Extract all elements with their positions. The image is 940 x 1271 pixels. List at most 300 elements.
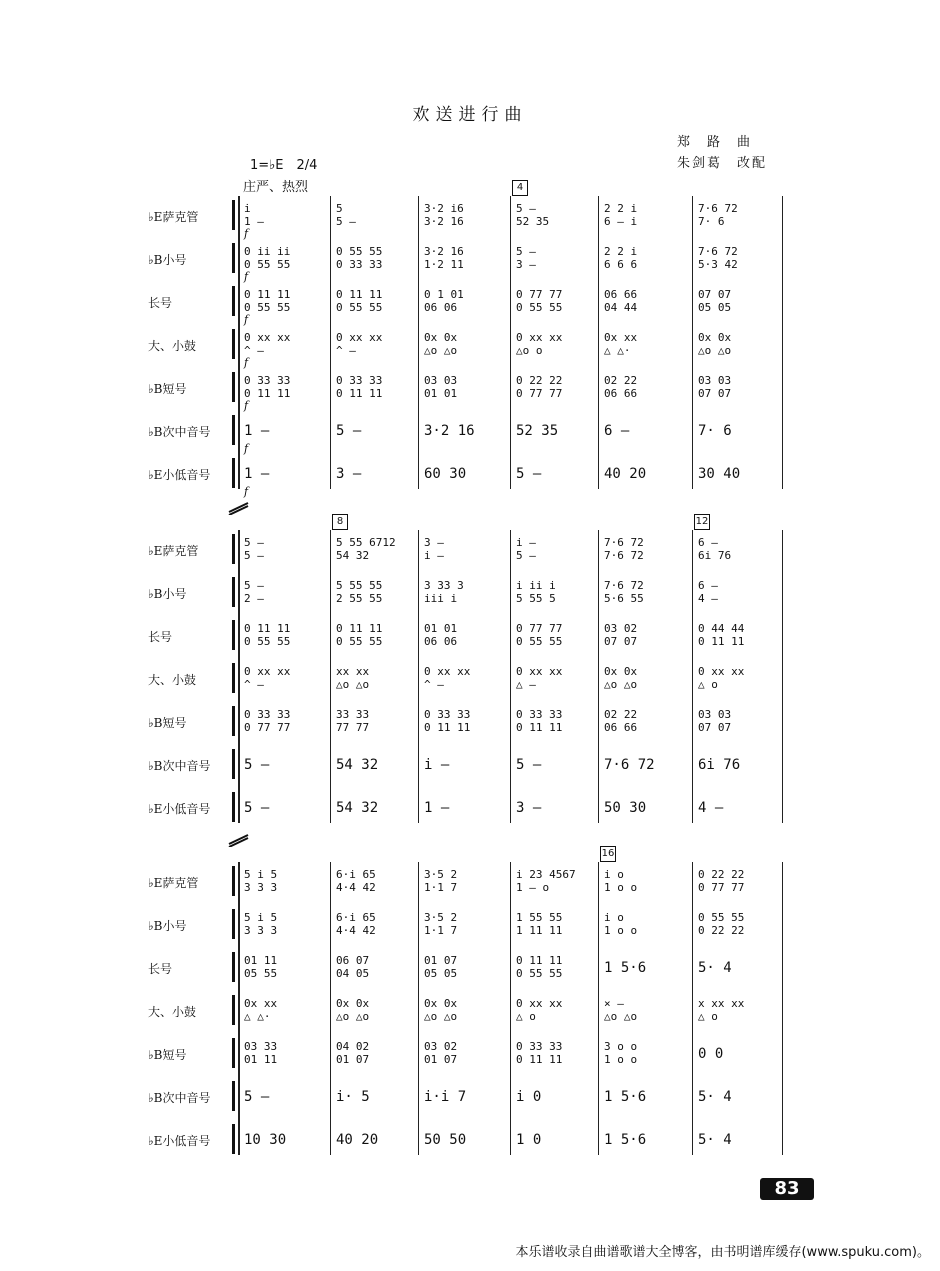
measure-upper-voice: 0 33 33 xyxy=(336,374,383,387)
measure-notes xyxy=(516,911,594,937)
measure-notes xyxy=(516,708,594,734)
barline xyxy=(692,530,693,823)
system-separator-icon xyxy=(228,832,250,846)
measure-upper-voice: 0 44 44 xyxy=(698,622,745,635)
instrument-label: ♭E萨克管 xyxy=(148,876,199,890)
measure-upper-voice: i̇ xyxy=(244,202,251,215)
instrument-label: ♭E萨克管 xyxy=(148,544,199,558)
measure-notes: 6i 76 xyxy=(698,757,741,773)
measure-lower-voice: 52 35 xyxy=(516,215,550,228)
measure-notes: 54 32 xyxy=(336,757,379,773)
tempo-mark: 庄严、热烈 xyxy=(243,180,309,195)
measure-notes xyxy=(336,911,414,937)
measure-notes xyxy=(698,911,778,937)
measure-notes xyxy=(336,622,414,648)
measure-notes xyxy=(516,868,594,894)
system-separator-icon xyxy=(228,500,250,514)
measure-notes xyxy=(604,202,688,228)
measure-upper-voice: 0 xx xx xyxy=(516,997,563,1010)
staff-brace xyxy=(232,866,239,896)
measure-lower-voice: 1 o o xyxy=(604,1053,638,1066)
measure-notes xyxy=(424,997,506,1023)
measure-notes xyxy=(424,536,506,562)
measure-upper-voice: 0x 0x xyxy=(604,665,638,678)
measure-lower-voice: 05 05 xyxy=(698,301,732,314)
measure-lower-voice: 1 — o xyxy=(516,881,550,894)
measure-notes xyxy=(244,245,326,271)
measure-notes: 1 5·6 xyxy=(604,1089,647,1105)
measure-lower-voice: i — xyxy=(424,549,444,562)
measure-notes: 5 — xyxy=(244,1089,270,1105)
measure-upper-voice: 7·6 72 xyxy=(698,245,738,258)
measure-notes xyxy=(336,245,414,271)
staff-brace xyxy=(232,200,239,230)
instrument-label: 长号 xyxy=(148,630,173,644)
staff-brace xyxy=(232,663,239,693)
measure-notes xyxy=(604,1040,688,1066)
measure-notes xyxy=(424,1040,506,1066)
measure-upper-voice: 0 1 01 xyxy=(424,288,464,301)
measure-upper-voice: 0x 0x xyxy=(698,331,732,344)
measure-notes xyxy=(516,331,594,357)
measure-lower-voice: 1·1 7 xyxy=(424,881,458,894)
measure-notes xyxy=(698,202,778,228)
measure-lower-voice: 1 o o xyxy=(604,881,638,894)
instrument-label: 大、小鼓 xyxy=(148,673,197,687)
measure-notes xyxy=(698,331,778,357)
measure-upper-voice: 3·2 16 xyxy=(424,245,464,258)
barline xyxy=(418,196,419,489)
barline xyxy=(598,530,599,823)
measure-upper-voice: 5 — xyxy=(244,579,264,592)
measure-lower-voice: △ △· xyxy=(244,1010,271,1023)
instrument-label: ♭B小号 xyxy=(148,919,187,933)
measure-lower-voice: 1 o o xyxy=(604,924,638,937)
measure-upper-voice: 0 22 22 xyxy=(698,868,745,881)
measure-upper-voice: i ii i xyxy=(516,579,556,592)
measure-lower-voice: 04 44 xyxy=(604,301,638,314)
measure-lower-voice: 7·6 72 xyxy=(604,549,644,562)
measure-upper-voice: 6·i 65 xyxy=(336,868,376,881)
measure-upper-voice: 5 xyxy=(336,202,343,215)
measure-notes xyxy=(336,202,414,228)
instrument-label: ♭B小号 xyxy=(148,253,187,267)
measure-lower-voice: 1 11 11 xyxy=(516,924,563,937)
measure-upper-voice: 5 — xyxy=(244,536,264,549)
measure-notes xyxy=(698,708,778,734)
measure-upper-voice: 03 02 xyxy=(424,1040,458,1053)
measure-upper-voice: 5 — xyxy=(516,202,536,215)
measure-upper-voice: 01 07 xyxy=(424,954,458,967)
measure-notes xyxy=(516,665,594,691)
instrument-label: ♭B次中音号 xyxy=(148,1091,211,1105)
measure-upper-voice: x xx xx xyxy=(698,997,745,1010)
measure-lower-voice: △o △o xyxy=(336,678,370,691)
measure-lower-voice: ^ — xyxy=(244,344,264,357)
measure-lower-voice: 0 55 55 xyxy=(244,635,291,648)
instrument-label: ♭E小低音号 xyxy=(148,468,211,482)
measure-lower-voice: ^ — xyxy=(336,344,356,357)
measure-notes xyxy=(424,202,506,228)
measure-lower-voice: 06 66 xyxy=(604,721,638,734)
measure-lower-voice: 3 — xyxy=(516,258,536,271)
measure-notes xyxy=(604,868,688,894)
measure-upper-voice: 5 — xyxy=(516,245,536,258)
measure-upper-voice: 0 33 33 xyxy=(244,708,291,721)
measure-lower-voice: 0 55 55 xyxy=(244,301,291,314)
measure-notes xyxy=(604,622,688,648)
instrument-label: 大、小鼓 xyxy=(148,339,197,353)
measure-lower-voice: 0 33 33 xyxy=(336,258,383,271)
measure-lower-voice: 5 — xyxy=(244,549,264,562)
measure-lower-voice: 05 55 xyxy=(244,967,278,980)
measure-upper-voice: 0x xx xyxy=(604,331,638,344)
measure-lower-voice: 04 05 xyxy=(336,967,370,980)
measure-notes: 5 — xyxy=(516,757,542,773)
measure-lower-voice: △o △o xyxy=(604,1010,638,1023)
measure-upper-voice: 0 ii ii xyxy=(244,245,291,258)
measure-upper-voice: 5 i 5 xyxy=(244,868,278,881)
measure-lower-voice: △o △o xyxy=(424,1010,458,1023)
measure-lower-voice: △ o xyxy=(698,1010,718,1023)
measure-lower-voice: 4·4 42 xyxy=(336,881,376,894)
measure-notes xyxy=(424,911,506,937)
measure-notes xyxy=(516,536,594,562)
measure-lower-voice: △ o xyxy=(698,678,718,691)
measure-upper-voice: 01 01 xyxy=(424,622,458,635)
measure-upper-voice: xx xx xyxy=(336,665,370,678)
measure-upper-voice: 0 33 33 xyxy=(516,708,563,721)
measure-lower-voice: 0 77 77 xyxy=(698,881,745,894)
measure-lower-voice: 5 — xyxy=(516,549,536,562)
measure-notes xyxy=(244,331,326,357)
measure-upper-voice: 7·6 72 xyxy=(698,202,738,215)
staff-brace xyxy=(232,577,239,607)
measure-lower-voice: 01 01 xyxy=(424,387,458,400)
measure-notes xyxy=(336,1040,414,1066)
measure-notes xyxy=(336,536,414,562)
instrument-label: ♭E萨克管 xyxy=(148,210,199,224)
measure-upper-voice: 5 i 5 xyxy=(244,911,278,924)
measure-upper-voice: 0 xx xx xyxy=(698,665,745,678)
measure-upper-voice: i o xyxy=(604,911,624,924)
dynamic-mark: f xyxy=(244,442,249,455)
measure-notes xyxy=(424,579,506,605)
instrument-label: 大、小鼓 xyxy=(148,1005,197,1019)
measure-lower-voice: 1 — xyxy=(244,215,264,228)
measure-notes xyxy=(424,665,506,691)
rehearsal-mark: 8 xyxy=(332,514,348,530)
measure-notes xyxy=(244,665,326,691)
measure-lower-voice: ^ — xyxy=(424,678,444,691)
measure-notes: 4 — xyxy=(698,800,724,816)
barline xyxy=(510,196,511,489)
measure-lower-voice: △ o xyxy=(516,1010,536,1023)
measure-notes xyxy=(336,868,414,894)
measure-notes: 5· 4 xyxy=(698,1132,732,1148)
rehearsal-mark: 4 xyxy=(512,180,528,196)
measure-lower-voice: 5·6 55 xyxy=(604,592,644,605)
measure-notes: i·i 7 xyxy=(424,1089,467,1105)
measure-notes xyxy=(516,288,594,314)
measure-lower-voice: 0 11 11 xyxy=(244,387,291,400)
measure-upper-voice: 0 11 11 xyxy=(244,622,291,635)
measure-notes: 50 30 xyxy=(604,800,647,816)
measure-notes xyxy=(698,374,778,400)
measure-notes xyxy=(336,374,414,400)
measure-upper-voice: 0 11 11 xyxy=(336,622,383,635)
measure-notes: 52 35 xyxy=(516,423,559,439)
measure-lower-voice: 54 32 xyxy=(336,549,370,562)
barline xyxy=(418,862,419,1155)
measure-upper-voice: 03 03 xyxy=(424,374,458,387)
measure-lower-voice: 3 3 3 xyxy=(244,881,278,894)
instrument-label: ♭B次中音号 xyxy=(148,759,211,773)
measure-notes xyxy=(244,911,326,937)
measure-notes xyxy=(336,579,414,605)
measure-notes: 54 32 xyxy=(336,800,379,816)
measure-notes xyxy=(516,579,594,605)
measure-upper-voice: 3 o o xyxy=(604,1040,638,1053)
measure-lower-voice: 7· 6 xyxy=(698,215,725,228)
measure-lower-voice: iii i xyxy=(424,592,458,605)
measure-notes xyxy=(244,997,326,1023)
measure-notes: 0 0 xyxy=(698,1046,724,1062)
dynamic-mark: f xyxy=(244,356,249,369)
measure-upper-voice: 0 xx xx xyxy=(244,331,291,344)
measure-notes xyxy=(244,374,326,400)
measure-lower-voice: 07 07 xyxy=(698,721,732,734)
measure-notes xyxy=(424,374,506,400)
measure-lower-voice: 07 07 xyxy=(698,387,732,400)
measure-notes xyxy=(424,622,506,648)
measure-notes: 3 — xyxy=(336,466,362,482)
staff-brace xyxy=(232,749,239,779)
measure-notes xyxy=(698,665,778,691)
measure-notes xyxy=(336,954,414,980)
staff-brace xyxy=(232,620,239,650)
measure-upper-voice: i 23 4567 xyxy=(516,868,576,881)
key-signature: 1=♭E 2/4 xyxy=(250,158,318,173)
staff-brace xyxy=(232,534,239,564)
staff-brace xyxy=(232,909,239,939)
measure-upper-voice: 0 11 11 xyxy=(336,288,383,301)
staff-brace xyxy=(232,706,239,736)
measure-upper-voice: 0x xx xyxy=(244,997,278,1010)
composer-credit: 郑 路 曲 xyxy=(677,135,753,150)
measure-upper-voice: 03 03 xyxy=(698,708,732,721)
measure-notes xyxy=(244,288,326,314)
measure-notes xyxy=(698,536,778,562)
measure-notes: 40 20 xyxy=(604,466,647,482)
rehearsal-mark: 16 xyxy=(600,846,616,862)
measure-upper-voice: 6·i 65 xyxy=(336,911,376,924)
measure-lower-voice: 77 77 xyxy=(336,721,370,734)
measure-lower-voice: △o △o xyxy=(336,1010,370,1023)
measure-notes: 3·2 16 xyxy=(424,423,475,439)
measure-lower-voice: 0 55 55 xyxy=(336,635,383,648)
barline xyxy=(510,530,511,823)
measure-upper-voice: 02 22 xyxy=(604,708,638,721)
measure-notes xyxy=(698,245,778,271)
staff-brace xyxy=(232,995,239,1025)
measure-upper-voice: 3·5 2 xyxy=(424,911,458,924)
staff-brace xyxy=(232,1124,239,1154)
measure-notes xyxy=(516,374,594,400)
measure-lower-voice: 0 55 55 xyxy=(516,301,563,314)
measure-upper-voice: 0x 0x xyxy=(336,997,370,1010)
measure-lower-voice: 0 55 55 xyxy=(336,301,383,314)
measure-notes xyxy=(424,331,506,357)
instrument-label: ♭E小低音号 xyxy=(148,1134,211,1148)
staff-brace xyxy=(232,243,239,273)
measure-notes xyxy=(604,374,688,400)
measure-notes xyxy=(604,288,688,314)
measure-lower-voice: 0 77 77 xyxy=(516,387,563,400)
measure-lower-voice: 3 3 3 xyxy=(244,924,278,937)
measure-upper-voice: 01 11 xyxy=(244,954,278,967)
measure-notes: i — xyxy=(424,757,450,773)
measure-upper-voice: 0 11 11 xyxy=(244,288,291,301)
measure-lower-voice: 0 11 11 xyxy=(698,635,745,648)
instrument-label: ♭B短号 xyxy=(148,382,187,396)
staff-brace xyxy=(232,952,239,982)
measure-notes xyxy=(336,665,414,691)
measure-lower-voice: 0 55 55 xyxy=(516,967,563,980)
measure-upper-voice: 0 xx xx xyxy=(336,331,383,344)
measure-lower-voice: 01 11 xyxy=(244,1053,278,1066)
measure-upper-voice: 02 22 xyxy=(604,374,638,387)
measure-lower-voice: 06 06 xyxy=(424,301,458,314)
instrument-label: 长号 xyxy=(148,296,173,310)
measure-lower-voice: 01 07 xyxy=(336,1053,370,1066)
staff-brace xyxy=(232,1038,239,1068)
measure-lower-voice: 0 11 11 xyxy=(516,1053,563,1066)
measure-lower-voice: 06 06 xyxy=(424,635,458,648)
dynamic-mark: f xyxy=(244,485,249,498)
measure-notes: 5 — xyxy=(336,423,362,439)
measure-lower-voice: 2 — xyxy=(244,592,264,605)
measure-upper-voice: 3 33 3 xyxy=(424,579,464,592)
measure-notes xyxy=(698,579,778,605)
measure-notes: 1 5·6 xyxy=(604,1132,647,1148)
staff-brace xyxy=(232,286,239,316)
measure-notes: 7· 6 xyxy=(698,423,732,439)
measure-lower-voice: 3·2 16 xyxy=(424,215,464,228)
measure-upper-voice: 0 55 55 xyxy=(336,245,383,258)
measure-notes: 1 — xyxy=(424,800,450,816)
measure-lower-voice: 4·4 42 xyxy=(336,924,376,937)
barline xyxy=(330,196,331,489)
measure-upper-voice: 07 07 xyxy=(698,288,732,301)
measure-lower-voice: 0 11 11 xyxy=(424,721,471,734)
measure-upper-voice: 0 77 77 xyxy=(516,288,563,301)
measure-upper-voice: 0 xx xx xyxy=(516,665,563,678)
measure-lower-voice: 5 55 5 xyxy=(516,592,556,605)
measure-notes: 1 — xyxy=(244,466,270,482)
measure-notes xyxy=(604,708,688,734)
instrument-label: ♭B次中音号 xyxy=(148,425,211,439)
measure-upper-voice: 0 77 77 xyxy=(516,622,563,635)
measure-notes xyxy=(516,954,594,980)
measure-lower-voice: 5·3 42 xyxy=(698,258,738,271)
measure-lower-voice: 2 55 55 xyxy=(336,592,383,605)
measure-lower-voice: △o o xyxy=(516,344,543,357)
measure-lower-voice: △o △o xyxy=(604,678,638,691)
measure-lower-voice: 07 07 xyxy=(604,635,638,648)
measure-lower-voice: 6 — i xyxy=(604,215,638,228)
dynamic-mark: f xyxy=(244,313,249,326)
dynamic-mark: f xyxy=(244,399,249,412)
page-number: 83 xyxy=(760,1178,814,1200)
measure-upper-voice: 6 — xyxy=(698,536,718,549)
measure-upper-voice: 0x 0x xyxy=(424,997,458,1010)
measure-lower-voice: △o △o xyxy=(698,344,732,357)
instrument-label: 长号 xyxy=(148,962,173,976)
measure-notes xyxy=(516,997,594,1023)
measure-notes: 5 — xyxy=(516,466,542,482)
rehearsal-mark: 12 xyxy=(694,514,710,530)
measure-notes xyxy=(604,665,688,691)
barline xyxy=(782,530,783,823)
measure-upper-voice: 0 33 33 xyxy=(516,1040,563,1053)
arranger-credit: 朱剑葛 改配 xyxy=(677,156,768,171)
measure-notes: 1 0 xyxy=(516,1132,542,1148)
measure-upper-voice: 0 xx xx xyxy=(244,665,291,678)
measure-notes xyxy=(244,1040,326,1066)
measure-notes: i· 5 xyxy=(336,1089,370,1105)
measure-upper-voice: 04 02 xyxy=(336,1040,370,1053)
measure-upper-voice: 06 07 xyxy=(336,954,370,967)
measure-notes xyxy=(244,954,326,980)
measure-upper-voice: 3·5 2 xyxy=(424,868,458,881)
staff-brace xyxy=(232,415,239,445)
measure-upper-voice: 33 33 xyxy=(336,708,370,721)
measure-upper-voice: 03 03 xyxy=(698,374,732,387)
measure-upper-voice: 5 55 6712 xyxy=(336,536,396,549)
measure-notes: 5· 4 xyxy=(698,960,732,976)
staff-brace xyxy=(232,1081,239,1111)
measure-lower-voice: 5 — xyxy=(336,215,356,228)
measure-notes: 30 40 xyxy=(698,466,741,482)
instrument-label: ♭E小低音号 xyxy=(148,802,211,816)
measure-notes: 7·6 72 xyxy=(604,757,655,773)
measure-notes xyxy=(516,245,594,271)
measure-upper-voice: 0 33 33 xyxy=(424,708,471,721)
staff-brace xyxy=(232,329,239,359)
measure-lower-voice: 0 11 11 xyxy=(516,721,563,734)
score-title: 欢送进行曲 xyxy=(412,105,528,125)
measure-notes: 5· 4 xyxy=(698,1089,732,1105)
measure-notes xyxy=(336,997,414,1023)
measure-lower-voice: 4 — xyxy=(698,592,718,605)
measure-notes xyxy=(336,288,414,314)
measure-notes xyxy=(698,288,778,314)
measure-notes xyxy=(516,1040,594,1066)
barline xyxy=(692,862,693,1155)
measure-notes: 1 5·6 xyxy=(604,960,647,976)
footer-note: 本乐谱收录自曲谱歌谱大全博客，由书明谱库缓存(www.spuku.com)。 xyxy=(515,1245,930,1260)
measure-notes: 1 — xyxy=(244,423,270,439)
measure-upper-voice: 2 2 i xyxy=(604,245,638,258)
measure-upper-voice: 3·2 i6 xyxy=(424,202,464,215)
measure-notes xyxy=(424,288,506,314)
measure-upper-voice: 06 66 xyxy=(604,288,638,301)
barline xyxy=(418,530,419,823)
measure-lower-voice: 0 22 22 xyxy=(698,924,745,937)
measure-notes xyxy=(244,622,326,648)
measure-upper-voice: × — xyxy=(604,997,624,1010)
